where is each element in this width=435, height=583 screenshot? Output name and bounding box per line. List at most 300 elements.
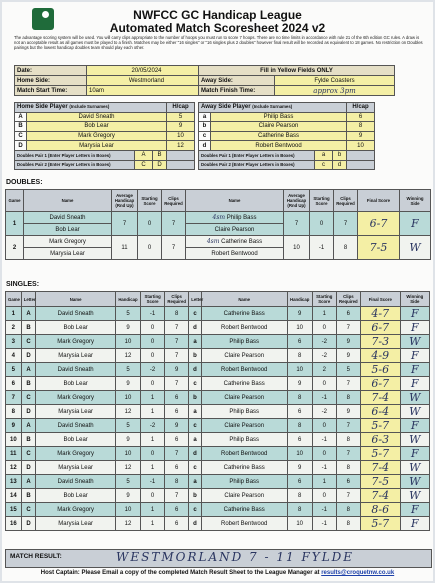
match-info-away	[198, 65, 395, 96]
player-letter: B	[15, 122, 27, 132]
winning-side-field[interactable]: F	[400, 517, 429, 531]
doubles-pair1-label: Doubles Pair 1 (Enter Player Letters in Boxes)	[199, 150, 315, 160]
final-score-field[interactable]: 7-5	[358, 236, 400, 260]
page-subtitle: Automated Match Scoresheet 2024 v2	[109, 21, 326, 35]
away-start-score: -1	[312, 433, 336, 447]
away-start-score: 0	[312, 447, 336, 461]
home-handicap: 10	[115, 447, 140, 461]
home-start-score: -1	[141, 475, 165, 489]
final-score-field[interactable]: 7-4	[360, 461, 400, 475]
winning-side-field[interactable]: F	[400, 349, 429, 363]
home-player-hcap[interactable]: 5	[167, 112, 195, 122]
away-player-name: Catherine Bass	[201, 307, 287, 321]
handwritten-note: 4sm	[206, 238, 220, 245]
away-clips: 9	[336, 405, 360, 419]
player-letter: d	[199, 141, 211, 151]
home-letter: A	[21, 363, 36, 377]
home-handicap: 9	[115, 321, 140, 335]
home-start-score: -2	[141, 363, 165, 377]
away-handicap: 9	[287, 461, 312, 475]
fill-note: Fill in Yellow Fields ONLY	[199, 66, 395, 76]
start-time-label: Match Start Time:	[15, 86, 87, 96]
winning-side-field[interactable]: F	[400, 447, 429, 461]
col-header: Name	[186, 190, 284, 212]
home-handicap: 12	[115, 349, 140, 363]
player-letter: b	[199, 122, 211, 132]
home-handicap: 9	[115, 489, 140, 503]
winning-side-field[interactable]: F	[400, 212, 431, 236]
winning-side-field[interactable]: F	[400, 307, 429, 321]
away-start-score: 0	[312, 419, 336, 433]
final-score-field[interactable]: 6-7	[360, 321, 400, 335]
away-start-score: -2	[312, 405, 336, 419]
date-field[interactable]: 20/05/2024	[87, 66, 207, 76]
col-header: Starting Score	[310, 190, 334, 212]
winning-side-field[interactable]: W	[400, 405, 429, 419]
away-player-name[interactable]: Philip Bass	[211, 112, 347, 122]
away-handicap: 10	[287, 447, 312, 461]
home-player-name: Bob Lear	[36, 489, 116, 503]
final-score-field[interactable]: 5-7	[360, 517, 400, 531]
home-players-header	[15, 103, 167, 113]
home-start-score: 0	[138, 236, 162, 260]
away-side-field[interactable]: Fylde Coasters	[275, 76, 395, 86]
home-player-name: David Sneath	[36, 363, 116, 377]
game-number: 2	[6, 321, 22, 335]
winning-side-field[interactable]: W	[400, 475, 429, 489]
player-letter: D	[15, 141, 27, 151]
player-letter: A	[15, 112, 27, 122]
finish-time-label: Match Finish Time:	[199, 86, 275, 96]
home-player-name: Mark Gregory	[36, 335, 116, 349]
home-player-name: Bob Lear	[24, 224, 112, 236]
away-player-name: Philip Bass	[201, 405, 287, 419]
winning-side-field[interactable]: F	[400, 363, 429, 377]
home-clips: 7	[162, 236, 186, 260]
pair1-letter-a[interactable]: A	[135, 150, 153, 160]
home-player-name: David Sneath	[24, 212, 112, 224]
col-header: Starting Score	[141, 292, 165, 307]
away-clips: 8	[336, 391, 360, 405]
col-header: Starting Score	[138, 190, 162, 212]
game-number: 7	[6, 391, 22, 405]
home-clips: 7	[162, 212, 186, 236]
home-handicap: 12	[115, 461, 140, 475]
home-handicap: 5	[115, 363, 140, 377]
final-score-field[interactable]: 7-3	[360, 335, 400, 349]
home-player-name: Bob Lear	[36, 377, 116, 391]
singles-row	[6, 433, 430, 447]
away-letter: d	[189, 321, 202, 335]
away-handicap: 8	[287, 489, 312, 503]
away-player-name: Robert Bentwood	[201, 447, 287, 461]
home-handicap: 5	[115, 475, 140, 489]
home-handicap: 5	[115, 307, 140, 321]
away-letter: d	[189, 517, 202, 531]
home-start-score: 1	[141, 461, 165, 475]
away-player-name: Claire Pearson	[201, 391, 287, 405]
away-player-name: Claire Pearson	[201, 349, 287, 363]
date-label: Date:	[15, 66, 87, 76]
pair1-letter-a[interactable]: a	[315, 150, 333, 160]
doubles-section-label: DOUBLES:	[6, 179, 43, 186]
final-score-field[interactable]: 6-7	[360, 377, 400, 391]
away-players-table	[198, 102, 375, 170]
final-score-field[interactable]: 7-4	[360, 391, 400, 405]
col-header: Clips Required	[162, 190, 186, 212]
away-clips: 8	[336, 503, 360, 517]
col-header: Name	[36, 292, 116, 307]
away-clips: 8	[336, 461, 360, 475]
away-player-hcap[interactable]: 8	[347, 122, 375, 132]
col-header: Winning Side	[400, 292, 429, 307]
pair2-letter-b[interactable]: d	[333, 160, 347, 170]
singles-row	[6, 377, 430, 391]
home-players-note: (Include Surnames)	[69, 104, 110, 110]
home-letter: B	[21, 433, 36, 447]
home-start-score: 1	[141, 405, 165, 419]
singles-row	[6, 461, 430, 475]
home-handicap: 12	[115, 517, 140, 531]
singles-row	[6, 405, 430, 419]
doubles-row	[6, 236, 431, 248]
home-start-score: 0	[141, 377, 165, 391]
final-score-field[interactable]: 4-9	[360, 349, 400, 363]
singles-row	[6, 349, 430, 363]
singles-row	[6, 363, 430, 377]
home-clips: 7	[165, 377, 189, 391]
final-score-field[interactable]: 6-7	[358, 212, 400, 236]
home-clips: 8	[165, 307, 189, 321]
home-clips: 8	[165, 475, 189, 489]
away-avg-handicap: 7	[284, 212, 310, 236]
away-clips: 6	[336, 307, 360, 321]
match-result-field[interactable]: WESTMORLAND 7 - 11 FYLDE	[116, 550, 355, 564]
home-players-table	[14, 102, 195, 170]
home-player-name: Marysia Lear	[36, 517, 116, 531]
rules-notice: The advantage scoring system will be used. You will carry clips appropriate to the number of hoops you must run to score 7 hoops. There are no time limits in accordance with rule 21 of the 6th edition GC rules. A draw is not an acceptable result as all games must be played to a finish. Matches may be either "16 singles" or "16 singles plus 2 doubles" however final result will be recorded as equivalent to 18 games. No restriction on Doubles pairings but the lowest handicap doubles team should play each other.	[14, 35, 423, 51]
game-number: 13	[6, 475, 22, 489]
away-clips: 7	[334, 212, 358, 236]
away-letter: a	[189, 475, 202, 489]
finish-time-field[interactable]: approx 3pm	[275, 86, 395, 96]
away-player-name[interactable]: Claire Pearson	[211, 122, 347, 132]
home-clips: 6	[165, 461, 189, 475]
home-clips: 7	[165, 447, 189, 461]
home-start-score: 1	[141, 503, 165, 517]
final-score-field[interactable]: 5-7	[360, 419, 400, 433]
final-score-field[interactable]: 4-7	[360, 307, 400, 321]
results-email-link[interactable]: results@croquetnw.co.uk	[321, 570, 395, 576]
home-start-score: -1	[141, 307, 165, 321]
col-header: Average Handicap (Rnd Up)	[284, 190, 310, 212]
home-handicap: 5	[115, 419, 140, 433]
handwritten-note: 4sm	[212, 214, 226, 221]
away-clips: 8	[336, 433, 360, 447]
winning-side-field[interactable]: W	[400, 391, 429, 405]
pair2-letter-a[interactable]: C	[135, 160, 153, 170]
home-player-name: Mark Gregory	[24, 236, 112, 248]
home-clips: 7	[165, 321, 189, 335]
home-start-score: -2	[141, 419, 165, 433]
start-time-field[interactable]: 10am	[87, 86, 207, 96]
singles-row	[6, 475, 430, 489]
away-letter: c	[189, 461, 202, 475]
home-player-name: Marysia Lear	[36, 461, 116, 475]
home-start-score: 0	[141, 447, 165, 461]
game-number: 1	[6, 212, 24, 236]
away-clips: 7	[336, 447, 360, 461]
away-player-name[interactable]: Catherine Bass	[211, 131, 347, 141]
home-player-hcap[interactable]: 12	[167, 141, 195, 151]
home-player-hcap[interactable]: 10	[167, 131, 195, 141]
home-player-name: Marysia Lear	[24, 248, 112, 260]
winning-side-field[interactable]: F	[400, 321, 429, 335]
col-header: Letter	[189, 292, 202, 307]
home-hcap-heading: H/cap	[167, 103, 195, 113]
home-clips: 9	[165, 419, 189, 433]
home-start-score: 0	[141, 349, 165, 363]
away-letter: a	[189, 433, 202, 447]
singles-row	[6, 391, 430, 405]
home-start-score: 1	[141, 391, 165, 405]
home-clips: 6	[165, 391, 189, 405]
home-player-name: David Sneath	[36, 475, 116, 489]
col-header: Handicap	[115, 292, 140, 307]
pair2-letter-a[interactable]: c	[315, 160, 333, 170]
away-letter: d	[189, 447, 202, 461]
away-handicap: 8	[287, 503, 312, 517]
col-header: Final Score	[360, 292, 400, 307]
game-number: 16	[6, 517, 22, 531]
game-number: 6	[6, 377, 22, 391]
away-handicap: 6	[287, 475, 312, 489]
home-player-name[interactable]: David Sneath	[27, 112, 167, 122]
away-handicap: 9	[287, 377, 312, 391]
away-players-header	[199, 103, 347, 113]
away-handicap: 6	[287, 335, 312, 349]
home-avg-handicap: 7	[112, 212, 138, 236]
singles-row	[6, 335, 430, 349]
home-letter: D	[21, 517, 36, 531]
final-score-field[interactable]: 6-4	[360, 405, 400, 419]
away-letter: b	[189, 391, 202, 405]
home-handicap: 10	[115, 503, 140, 517]
game-number: 1	[6, 307, 22, 321]
winning-side-field[interactable]: F	[400, 503, 429, 517]
home-player-name: Mark Gregory	[36, 447, 116, 461]
home-letter: D	[21, 461, 36, 475]
home-player-name[interactable]: Bob Lear	[27, 122, 167, 132]
away-handicap: 8	[287, 419, 312, 433]
away-start-score: -1	[312, 461, 336, 475]
home-letter: B	[21, 377, 36, 391]
home-letter: D	[21, 349, 36, 363]
home-start-score: 1	[141, 433, 165, 447]
home-side-label: Home Side:	[15, 76, 87, 86]
footer-note	[2, 570, 433, 576]
player-letter: a	[199, 112, 211, 122]
away-start-score: -1	[312, 517, 336, 531]
away-player-name: Robert Bentwood	[201, 321, 287, 335]
doubles-row	[6, 212, 431, 224]
away-player-name[interactable]: Robert Bentwood	[211, 141, 347, 151]
col-header: Clips Required	[334, 190, 358, 212]
home-player-hcap[interactable]: 9	[167, 122, 195, 132]
winning-side-field[interactable]: W	[400, 335, 429, 349]
home-player-name: David Sneath	[36, 419, 116, 433]
away-clips: 8	[336, 517, 360, 531]
match-info-home	[14, 65, 207, 96]
pair2-letter-b[interactable]: D	[153, 160, 167, 170]
winning-side-field[interactable]: W	[400, 461, 429, 475]
winning-side-field[interactable]: W	[400, 236, 431, 260]
away-letter: b	[189, 349, 202, 363]
away-clips: 7	[336, 377, 360, 391]
away-letter: c	[189, 419, 202, 433]
final-score-field[interactable]: 7-5	[360, 475, 400, 489]
col-header: Clips Required	[165, 292, 189, 307]
away-player-name: Catherine Bass	[221, 239, 263, 245]
home-letter: C	[21, 503, 36, 517]
home-start-score: 0	[141, 489, 165, 503]
away-start-score: 1	[312, 307, 336, 321]
home-side-field[interactable]: Westmorland	[87, 76, 207, 86]
winning-side-field[interactable]: W	[400, 489, 429, 503]
col-header: Game	[6, 292, 22, 307]
away-clips: 5	[336, 363, 360, 377]
home-clips: 6	[165, 503, 189, 517]
singles-row	[6, 503, 430, 517]
away-player-name: Claire Pearson	[186, 224, 284, 236]
footer-text: Host Captain: Please Email a copy of the completed Match Result Sheet to the League Manager at	[40, 570, 320, 576]
game-number: 3	[6, 335, 22, 349]
winning-side-field[interactable]: F	[400, 377, 429, 391]
away-start-score: 0	[310, 212, 334, 236]
singles-row	[6, 307, 430, 321]
home-clips: 7	[165, 335, 189, 349]
away-start-score: -1	[312, 391, 336, 405]
winning-side-field[interactable]: W	[400, 433, 429, 447]
away-handicap: 8	[287, 349, 312, 363]
game-number: 8	[6, 405, 22, 419]
away-player-name: Philip Bass	[201, 433, 287, 447]
away-handicap: 8	[287, 391, 312, 405]
home-player-name: Marysia Lear	[36, 349, 116, 363]
away-start-score: -1	[312, 503, 336, 517]
singles-section-label: SINGLES:	[6, 281, 40, 288]
col-header: Starting Score	[312, 292, 336, 307]
doubles-pair2-label: Doubles Pair 2 (Enter Player Letters in Boxes)	[15, 160, 135, 170]
home-player-name[interactable]: Mark Gregory	[27, 131, 167, 141]
away-clips: 6	[336, 475, 360, 489]
singles-row	[6, 419, 430, 433]
home-letter: A	[21, 419, 36, 433]
away-letter: a	[189, 335, 202, 349]
game-number: 4	[6, 349, 22, 363]
away-player-name: Philip Bass	[201, 335, 287, 349]
away-handicap: 10	[287, 363, 312, 377]
singles-header-row	[6, 292, 430, 307]
home-clips: 6	[165, 405, 189, 419]
away-clips: 9	[336, 349, 360, 363]
final-score-field[interactable]: 6-3	[360, 433, 400, 447]
home-letter: B	[21, 489, 36, 503]
singles-row	[6, 447, 430, 461]
away-player-name: Robert Bentwood	[186, 248, 284, 260]
home-clips: 6	[165, 517, 189, 531]
away-avg-handicap: 10	[284, 236, 310, 260]
away-player-name: Robert Bentwood	[201, 363, 287, 377]
col-header: Name	[24, 190, 112, 212]
final-score-field[interactable]: 7-4	[360, 489, 400, 503]
home-clips: 6	[165, 433, 189, 447]
home-letter: C	[21, 391, 36, 405]
away-start-score: 0	[312, 489, 336, 503]
away-player-name: Catherine Bass	[201, 461, 287, 475]
col-header: Final Score	[358, 190, 400, 212]
col-header: Name	[201, 292, 287, 307]
away-handicap: 6	[287, 405, 312, 419]
col-header: Average Handicap (Rnd Up)	[112, 190, 138, 212]
doubles-pair2-label: Doubles Pair 2 (Enter Player Letters in Boxes)	[199, 160, 315, 170]
home-clips: 7	[165, 489, 189, 503]
home-handicap: 9	[115, 433, 140, 447]
away-side-label: Away Side:	[199, 76, 275, 86]
col-header: Game	[6, 190, 24, 212]
final-score-field[interactable]: 5-6	[360, 363, 400, 377]
player-letter: C	[15, 131, 27, 141]
home-letter: A	[21, 475, 36, 489]
home-player-name: Marysia Lear	[36, 405, 116, 419]
final-score-field[interactable]: 5-7	[360, 447, 400, 461]
home-start-score: 0	[141, 335, 165, 349]
away-start-score: 1	[312, 475, 336, 489]
game-number: 5	[6, 363, 22, 377]
game-number: 15	[6, 503, 22, 517]
col-header: Handicap	[287, 292, 312, 307]
away-player-name: Philip Bass	[201, 475, 287, 489]
away-player-name: Robert Bentwood	[201, 517, 287, 531]
away-player-hcap[interactable]: 6	[347, 112, 375, 122]
away-player-hcap[interactable]: 9	[347, 131, 375, 141]
col-header: Clips Required	[336, 292, 360, 307]
home-player-name[interactable]: Marysia Lear	[27, 141, 167, 151]
home-handicap: 9	[115, 377, 140, 391]
scoresheet	[2, 2, 433, 581]
singles-row	[6, 489, 430, 503]
home-avg-handicap: 11	[112, 236, 138, 260]
away-player-hcap[interactable]: 10	[347, 141, 375, 151]
away-clips: 7	[336, 489, 360, 503]
pair1-letter-b[interactable]: b	[333, 150, 347, 160]
winning-side-field[interactable]: F	[400, 419, 429, 433]
away-start-score: -2	[312, 349, 336, 363]
game-number: 12	[6, 461, 22, 475]
home-clips: 9	[165, 363, 189, 377]
game-number: 10	[6, 433, 22, 447]
away-letter: c	[189, 377, 202, 391]
match-result-label: MATCH RESULT:	[10, 553, 62, 560]
match-result-row	[5, 549, 432, 568]
final-score-field[interactable]: 8-6	[360, 503, 400, 517]
home-letter: D	[21, 405, 36, 419]
away-player-name: Claire Pearson	[201, 419, 287, 433]
pair1-letter-b[interactable]: B	[153, 150, 167, 160]
home-letter: C	[21, 447, 36, 461]
away-player-name: Philip Bass	[226, 215, 257, 221]
doubles-table	[5, 189, 431, 260]
